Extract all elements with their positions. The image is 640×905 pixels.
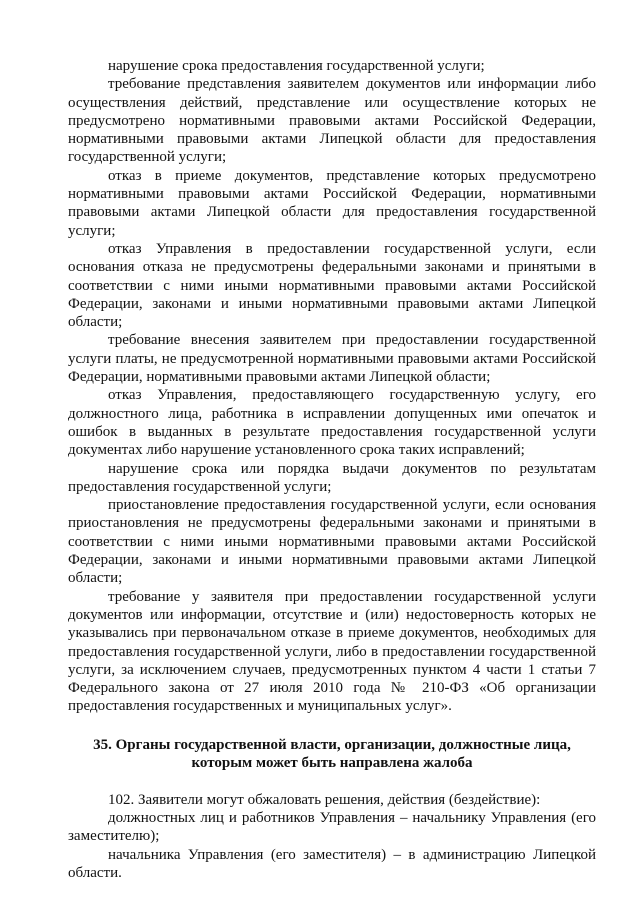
paragraph: требование у заявителя при предоставлении государственной услуги документов или информации, отсутствие и (или) недостоверность которых не указывались при первоначальном отказе в приеме документов, необходимых для предоставления государственной услуги, либо в предоставлении государственной услуги, за исключением случаев, предусмотренных пунктом 4 части 1 статьи 7 Федерального закона от 27 июля 2010 года № 210-ФЗ «Об организации предоставления государственных и муниципальных услуг». bbox=[68, 588, 596, 715]
paragraph: отказ в приеме документов, представление которых предусмотрено нормативными правовыми актами Российской Федерации, нормативными правовыми актами Липецкой области для предоставления государственной услуги; bbox=[68, 167, 596, 239]
paragraph: 102. Заявители могут обжаловать решения, действия (бездействие): bbox=[108, 791, 541, 808]
paragraph: отказ Управления, предоставляющего государственную услугу, его должностного лица, работника в исправлении допущенных ими опечаток и ошибок в выданных в результате предоставления государственной услуги документах либо нарушение установленного срока таких исправлений; bbox=[68, 387, 596, 459]
section-heading bbox=[68, 736, 596, 773]
paragraph: должностных лиц и работников Управления – начальнику Управления (его заместителю); bbox=[68, 809, 596, 845]
paragraph: требование представления заявителем документов или информации либо осуществления действий, представление или осуществление которых не предусмотрено нормативными правовыми актами Российской Федерации, нормативными правовыми актами Липецкой области для предоставления государственной услуги; bbox=[68, 76, 596, 166]
paragraph: нарушение срока предоставления государственной услуги; bbox=[108, 58, 485, 74]
section-heading-line: которым может быть направлена жалоба bbox=[191, 755, 473, 772]
paragraph: отказ Управления в предоставлении государственной услуги, если основания отказа не предусмотрены федеральными законами и принятыми в соответствии с ними иными нормативными правовыми актами Российской Федерации, законами и иными нормативными правовыми актами Липецкой области; bbox=[68, 240, 596, 331]
paragraph: начальника Управления (его заместителя) – в администрацию Липецкой области. bbox=[68, 846, 596, 881]
paragraph: требование внесения заявителем при предоставлении государственной услуги платы, не предусмотренной нормативными правовыми актами Российской Федерации, нормативными правовыми актами Липецкой области; bbox=[68, 332, 596, 386]
section-heading-line: 35. Органы государственной власти, организации, должностные лица, bbox=[93, 736, 571, 753]
paragraph: приостановление предоставления государственной услуги, если основания приостановления не предусмотрены федеральными законами и принятыми в соответствии с ними иными нормативными правовыми актами Российской Федерации, законами и иными нормативными правовыми актами Липецкой области; bbox=[68, 497, 596, 587]
document-page bbox=[68, 57, 596, 882]
paragraph: нарушение срока или порядка выдачи документов по результатам предоставления государственной услуги; bbox=[68, 460, 596, 495]
